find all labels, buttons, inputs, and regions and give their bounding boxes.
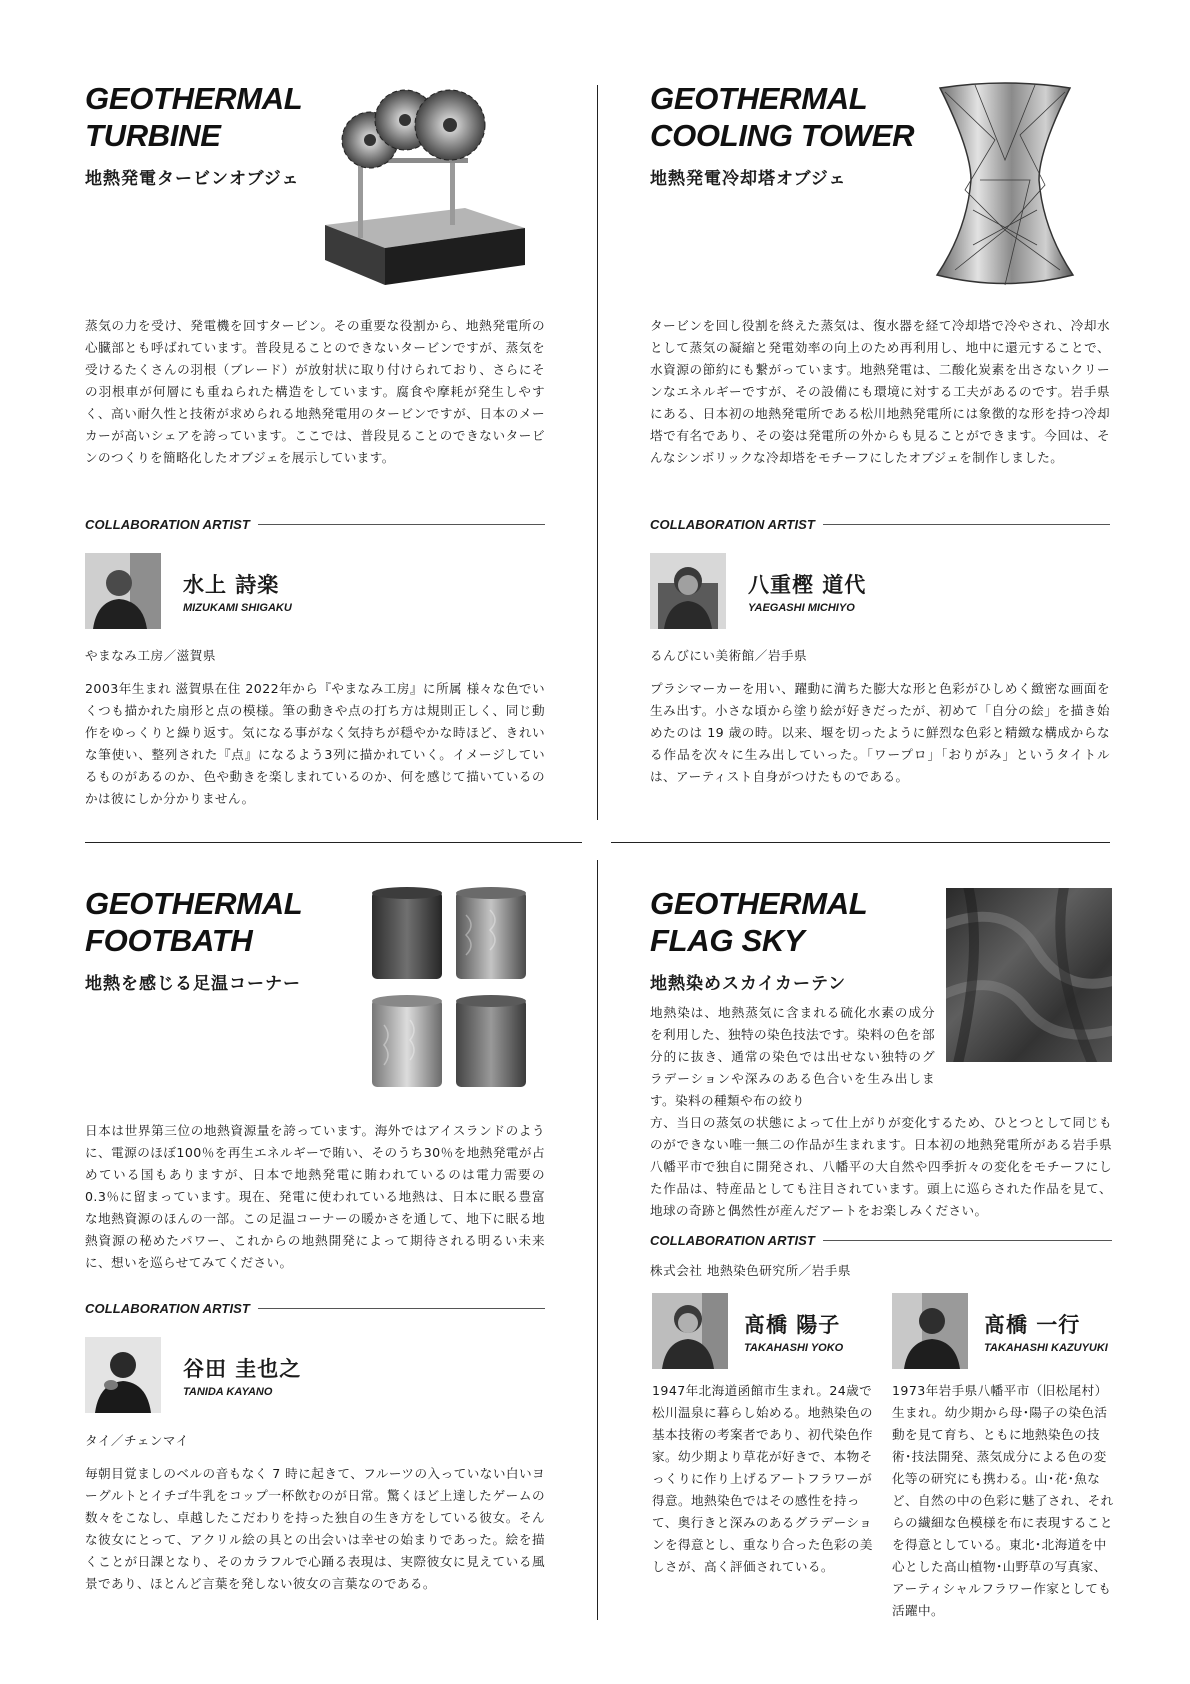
footbath-title-en: GEOTHERMAL FOOTBATH bbox=[85, 886, 303, 958]
footbath-affiliation: タイ／チェンマイ bbox=[85, 1433, 189, 1448]
turbine-affiliation: やまなみ工房／滋賀県 bbox=[85, 648, 216, 663]
artist-name-en: TANIDA KAYANO bbox=[183, 1385, 273, 1398]
collab-rule bbox=[258, 1308, 545, 1309]
flag-title-jp: 地熱染めスカイカーテン bbox=[650, 974, 847, 994]
flag-fabric-image bbox=[946, 888, 1112, 1062]
cooling-artist-bio: プラシマーカーを用い、躍動に満ちた膨大な形と色彩がひしめく緻密な画面を生み出す。小さな頃から塗り絵が好きだったが、初めて「自分の絵」を描き始めたのは 19 歳の時。以来、堰を切ったように鮮烈な色彩と精緻な構成からなる作品を次々に生み出していった。「ワープロ」「おりがみ」というタイトルは、アーティスト自身がつけたものである。 bbox=[650, 681, 1110, 784]
avatar bbox=[892, 1293, 968, 1369]
flag-artist-2-bio: 1973年岩手県八幡平市（旧松尾村）生まれ。幼少期から母･陽子の染色活動を見て育ち、ともに地熱染色の技術･技法開発、蒸気成分による色の変化等の研究にも携わる。山･花･魚など、自然の中の色彩に魅了され、それらの繊細な色模様を布に表現することを得意としている。東北･北海道を中心とした高山植物･山野草の写真家、アーティシャルフラワー作家としても活躍中。 bbox=[892, 1383, 1114, 1618]
cooling-tower-image bbox=[935, 80, 1075, 290]
artist-name-jp: 水上 詩楽 bbox=[183, 572, 280, 597]
horizontal-divider-left bbox=[85, 842, 582, 843]
turbine-title-jp: 地熱発電タービンオブジェ bbox=[85, 169, 300, 189]
artist-name-en: TAKAHASHI YOKO bbox=[744, 1341, 844, 1354]
avatar bbox=[85, 1337, 161, 1413]
collab-rule bbox=[258, 524, 545, 525]
artist-name-jp: 谷田 圭也之 bbox=[183, 1356, 302, 1381]
collab-label: COLLABORATION ARTIST bbox=[650, 1233, 815, 1248]
cooling-section bbox=[650, 80, 950, 189]
artist-name-en: YAEGASHI MICHIYO bbox=[748, 601, 855, 614]
footbath-artist-bio: 毎朝目覚ましのベルの音もなく 7 時に起きて、フルーツの入っていない白いヨーグルトとイチゴ牛乳をコップ一杯飲むのが日常。驚くほど上達したゲームの数々をこなし、卓越したこだわりを持った独自の生き方をしている彼女。そんな彼女にとって、アクリル絵の具との出会いは幸せの始まりであった。絵を描くことが日課となり、そのカラフルで心踊る表現は、実際彼女に見えている風景であり、ほとんど言葉を発しない彼女の言葉なのである。 bbox=[85, 1466, 545, 1591]
flag-artist-2 bbox=[892, 1293, 1108, 1369]
turbine-artist-bio: 2003年生まれ 滋賀県在住 2022年から『やまなみ工房』に所属 様々な色でいくつも描かれた扇形と点の模様。筆の動きや点の打ち方は規則正しく、同じ動作をゆっくりと繰り返す。気になる事がなく気持ちが穏やかな時ほど、きれいな筆使い、整列された『点』になるよう3列に描かれていく。イメージしているものがあるのか、色や動きを楽しまれているのか、何を感じて描いているのかは彼にしか分かりません。 bbox=[85, 681, 545, 806]
cooling-artist bbox=[650, 553, 866, 629]
footbath-artist bbox=[85, 1337, 301, 1413]
flag-title-en: GEOTHERMAL FLAG SKY bbox=[650, 886, 868, 958]
center-vertical-divider-bottom bbox=[597, 860, 598, 1620]
artist-name-en: TAKAHASHI KAZUYUKI bbox=[984, 1341, 1108, 1354]
turbine-collab-header bbox=[85, 517, 545, 532]
avatar bbox=[85, 553, 161, 629]
turbine-artist bbox=[85, 553, 292, 629]
artist-name-jp: 髙橋 一行 bbox=[984, 1312, 1081, 1337]
artist-name-en: MIZUKAMI SHIGAKU bbox=[183, 601, 292, 614]
cooling-affiliation: るんびにい美術館／岩手県 bbox=[650, 648, 808, 663]
footbath-title-jp: 地熱を感じる足温コーナー bbox=[85, 974, 301, 994]
turbine-image bbox=[320, 80, 530, 290]
cooling-title-jp: 地熱発電冷却塔オブジェ bbox=[650, 169, 847, 189]
turbine-title-en: GEOTHERMAL TURBINE bbox=[85, 81, 303, 153]
flag-body-wide: 方、当日の蒸気の状態によって仕上がりが変化するため、ひとつとして同じものができない唯一無二の作品が生まれます。日本初の地熱発電所がある岩手県八幡平市で独自に開発され、八幡平の大自然や四季折々の変化をモチーフにした作品は、特産品としても注目されています。頭上に巡らされた作品を見て、地球の奇跡と偶然性が産んだアートをお楽しみください。 bbox=[650, 1115, 1112, 1218]
footbath-image bbox=[370, 885, 530, 1095]
cooling-collab-header bbox=[650, 517, 1110, 532]
flag-body-narrow: 地熱染は、地熱蒸気に含まれる硫化水素の成分を利用した、独特の染色技法です。染料の色を部分的に抜き、通常の染色では出せない独特のグラデーションや深みのある色合いを生み出します。染料の種類や布の絞り bbox=[650, 1005, 935, 1108]
avatar bbox=[652, 1293, 728, 1369]
artist-name-jp: 八重樫 道代 bbox=[748, 572, 867, 597]
horizontal-divider-right bbox=[611, 842, 1110, 843]
flag-artist-1-bio: 1947年北海道函館市生まれ。24歳で松川温泉に暮らし始める。地熱染色の基本技術の考案者であり、初代染色作家。幼少期より草花が好きで、本物そっくりに作り上げるアートフラワーが得意。地熱染色ではその感性を持って、奥行きと深みのあるグラデーションを得意とし、重なり合った色彩の美しさが、高く評価されている。 bbox=[652, 1383, 873, 1574]
cooling-body: タービンを回し役割を終えた蒸気は、復水器を経て冷却塔で冷やされ、冷却水として蒸気の凝縮と発電効率の向上のため再利用し、地中に還元することで、水資源の節約にも繋がっています。地熱発電は、二酸化炭素を出さないクリーンなエネルギーですが、その設備にも環境に対する工夫があるのです。岩手県にある、日本初の地熱発電所である松川地熱発電所には象徴的な形を持つ冷却塔で有名であり、その姿は発電所の外からも見ることができます。今回は、そんなシンボリックな冷却塔をモチーフにしたオブジェを制作しました。 bbox=[650, 318, 1110, 465]
footbath-collab-header bbox=[85, 1301, 545, 1316]
collab-rule bbox=[823, 524, 1110, 525]
avatar bbox=[650, 553, 726, 629]
cooling-title-en: GEOTHERMAL COOLING TOWER bbox=[650, 81, 915, 153]
flag-section bbox=[650, 885, 940, 994]
artist-name-jp: 髙橋 陽子 bbox=[744, 1312, 841, 1337]
collab-label: COLLABORATION ARTIST bbox=[85, 517, 250, 532]
footbath-body: 日本は世界第三位の地熱資源量を誇っています。海外ではアイスランドのように、電源のほぼ100％を再生エネルギーで賄い、そのうち30％を地熱発電が占めている国もありますが、日本で地熱発電に賄われているのは電力需要の 0.3％に留まっています。現在、発電に使われている地熱は、日本に眠る豊富な地熱資源のほんの一部。この足温コーナーの暖かさを通して、地下に眠る地熱資源の秘めたパワー、これからの地熱開発によって期待される明るい未来に、想いを巡らせてみてください。 bbox=[85, 1123, 545, 1270]
turbine-body: 蒸気の力を受け、発電機を回すタービン。その重要な役割から、地熱発電所の心臓部とも呼ばれています。普段見ることのできないタービンですが、蒸気を受けるたくさんの羽根（ブレード）が放射状に取り付けられており、さらにその羽根車が何層にも重ねられた構造をしています。腐食や摩耗が発生しやすく、高い耐久性と技術が求められる地熱発電用のタービンですが、日本のメーカーが高いシェアを誇っています。ここでは、普段見ることのできないタービンのつくりを簡略化したオブジェを展示しています。 bbox=[85, 318, 545, 465]
collab-label: COLLABORATION ARTIST bbox=[650, 517, 815, 532]
flag-artist-1 bbox=[652, 1293, 843, 1369]
center-vertical-divider-top bbox=[597, 85, 598, 820]
flag-affiliation: 株式会社 地熱染色研究所／岩手県 bbox=[650, 1263, 851, 1278]
collab-rule bbox=[823, 1240, 1112, 1241]
flag-collab-header bbox=[650, 1233, 1112, 1248]
footbath-section bbox=[85, 885, 385, 994]
collab-label: COLLABORATION ARTIST bbox=[85, 1301, 250, 1316]
